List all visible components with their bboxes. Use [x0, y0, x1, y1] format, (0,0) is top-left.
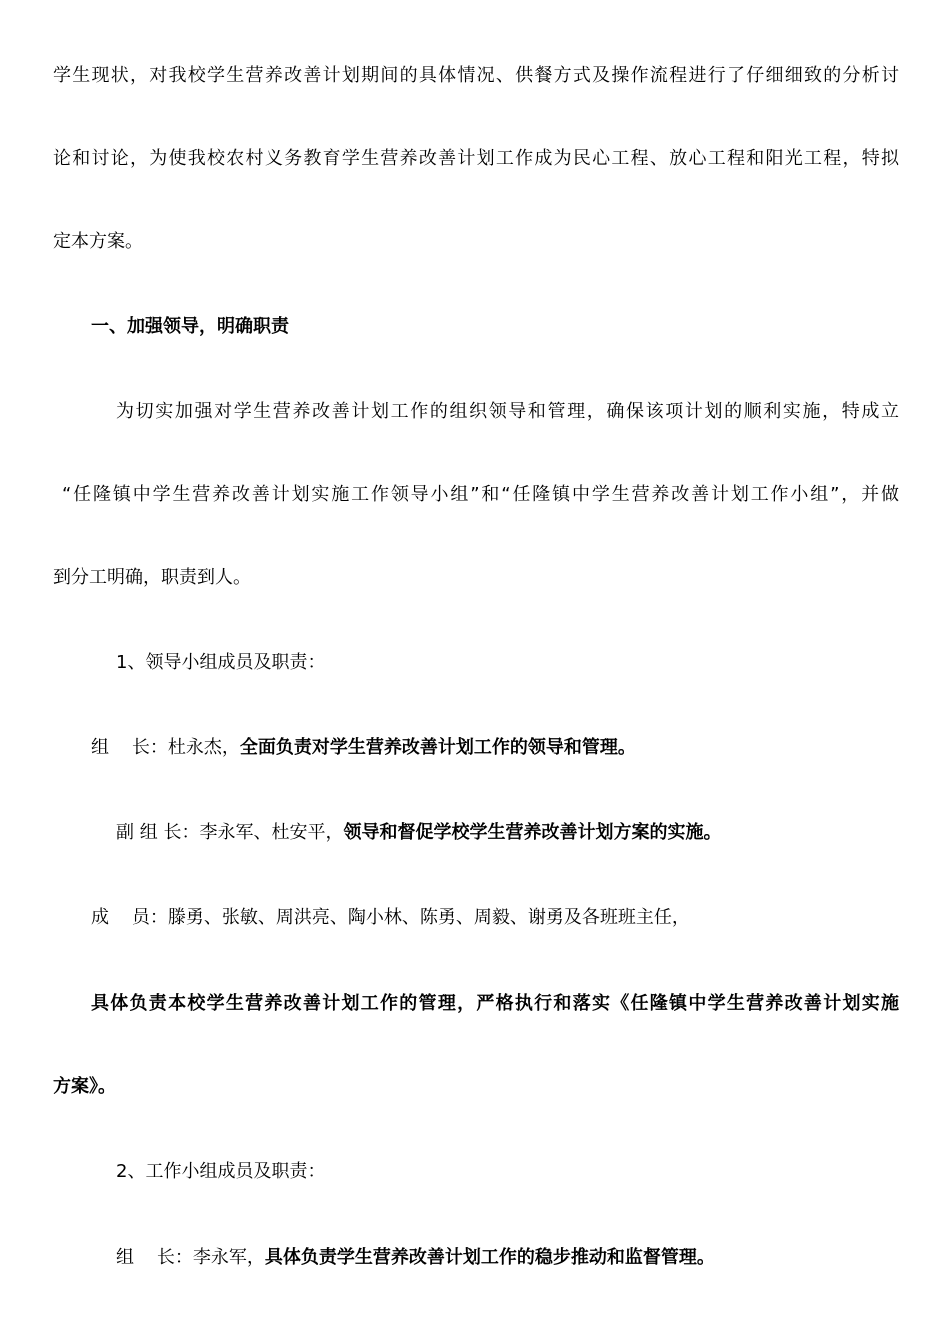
- deputy-entry: [116, 818, 899, 848]
- paragraph-line: 定本方案。: [53, 231, 143, 252]
- paragraph-line: “任隆镇中学生营养改善计划实施工作领导小组”和“任隆镇中学生营养改善计划工作小组”，并做: [62, 484, 899, 505]
- paragraph-line: 到分工明确，职责到人。: [53, 567, 251, 588]
- subsection-title: 2、工作小组成员及职责：: [116, 1161, 326, 1182]
- members-duty-line: 方案》。: [53, 1076, 116, 1097]
- leader-duty: 全面负责对学生营养改善计划工作的领导和管理。: [239, 737, 636, 758]
- paragraph-line: 学生现状，对我校学生营养改善计划期间的具体情况、供餐方式及操作流程进行了仔细细致的分析讨: [53, 65, 899, 86]
- subsection-title: 1、领导小组成员及职责：: [116, 652, 326, 673]
- work-leader-label: 组 长：李永军，: [116, 1247, 265, 1268]
- work-leader-entry: [116, 1243, 899, 1273]
- paragraph-line: 为切实加强对学生营养改善计划工作的组织领导和管理，确保该项计划的顺利实施，特成立: [116, 401, 899, 422]
- section-heading: 一、加强领导，明确职责: [91, 316, 289, 337]
- leader-label: 组 长：杜永杰，: [91, 737, 240, 758]
- deputy-label: 副 组 长：李永军、杜安平，: [116, 822, 344, 843]
- members-duty-line: 具体负责本校学生营养改善计划工作的管理，严格执行和落实《任隆镇中学生营养改善计划实施: [91, 993, 899, 1014]
- paragraph-line: 论和讨论，为使我校农村义务教育学生营养改善计划工作成为民心工程、放心工程和阳光工程，特拟: [53, 148, 899, 169]
- members-entry: 成 员：滕勇、张敏、周洪亮、陶小林、陈勇、周毅、谢勇及各班班主任，: [91, 907, 690, 928]
- leader-entry: [91, 733, 899, 763]
- work-leader-duty: 具体负责学生营养改善计划工作的稳步推动和监督管理。: [264, 1247, 715, 1268]
- deputy-duty: 领导和督促学校学生营养改善计划方案的实施。: [343, 822, 722, 843]
